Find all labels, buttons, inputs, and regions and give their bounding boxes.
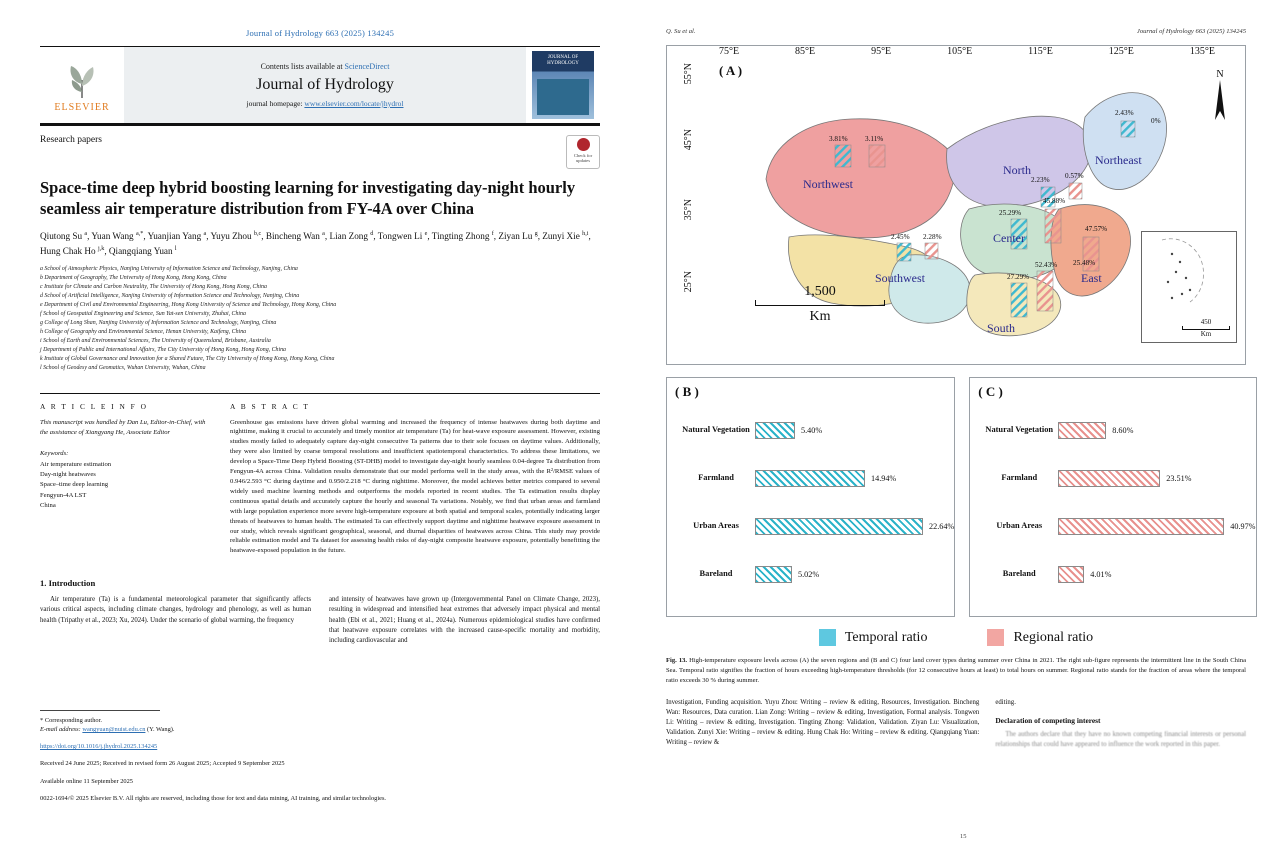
pct-south-temporal: 27.29% — [1007, 273, 1030, 281]
contents-prefix: Contents lists available at — [260, 62, 345, 71]
bar-row — [970, 406, 1255, 454]
affiliation-item: a School of Atmospheric Physics, Nanjing University of Information Science and Technology, Nanjing, China — [40, 265, 298, 272]
figure-caption-text: High-temperature exposure levels across (A) the seven regions and (B and C) four land cover types during summer over China in 2021. The right sub-figure represents the intermittent line in the South China Sea. Temporal ratio signifies the fraction of hours exceeding high-temperature thresholds (for 12 consecutive hours at least) to total hours on summer. Regional ratio stands for the fraction of areas where the temporal ratio exceeds 30 % during summer. — [666, 657, 1246, 684]
figure-caption — [666, 656, 1246, 686]
figure-legend — [666, 629, 1246, 646]
pct-southwest-temporal: 2.45% — [891, 233, 910, 241]
running-head-journal: Journal of Hydrology 663 (2025) 134245 — [1136, 28, 1246, 35]
bar-row — [667, 454, 954, 502]
region-label-southwest: Southwest — [875, 271, 926, 285]
lon-tick: 75°E — [719, 46, 740, 57]
region-label-south: South — [987, 321, 1016, 335]
affiliation-item: g College of Long Shan, Nanjing University of Information Science and Technology, Nanjing, China — [40, 319, 277, 326]
affiliation-item: f School of Geospatial Engineering and Science, Sun Yat-sen University, Zhuhai, China — [40, 310, 246, 317]
affiliation-item: k Institute of Global Governance and Innovation for a Shared Future, The City University of Hong Kong, Hong Kong, China — [40, 355, 335, 362]
affiliation-item: h College of Geography and Environmental Science, Henan University, Kaifeng, China — [40, 328, 247, 335]
pct-northwest-temporal: 3.81% — [829, 135, 848, 143]
affiliation-item: j Department of Public and International Affairs, The City University of Hong Kong, Hong Kong, China — [40, 346, 286, 353]
footer-divider — [40, 710, 160, 711]
inset-map-graphic — [1142, 232, 1236, 312]
panel-c-tag: ( C ) — [978, 384, 1003, 399]
lat-tick: 45°N — [683, 129, 694, 151]
affiliation-item: l School of Geodesy and Geomatics, Wuhan University, Wuhan, China — [40, 364, 206, 371]
lon-tick: 105°E — [947, 46, 973, 57]
page-title: Space-time deep hybrid boosting learning for investigating day-night hourly seamless air temperature distribution from FY-4A over China — [40, 178, 576, 219]
affiliation-item: c Institute for Climate and Carbon Neutrality, The University of Hong Kong, Hong Kong, China — [40, 283, 267, 290]
figure-panel-a — [666, 45, 1246, 365]
email-label: E-mail address: — [40, 726, 81, 734]
email-owner: (Y. Wang). — [147, 726, 175, 734]
sciencedirect-link[interactable]: ScienceDirect — [344, 62, 390, 71]
bar-row — [667, 550, 954, 598]
bar-value: 5.02% — [798, 569, 820, 579]
bar-label: Natural Vegetation — [985, 424, 1054, 434]
crossmark-label: Check for updates — [573, 153, 593, 164]
bar-row — [970, 454, 1255, 502]
keyword-item: Fengyun-4A LST — [40, 491, 87, 499]
copyright-line: 0022-1694/© 2025 Elsevier B.V. All rights are reserved, including those for text and data mining, AI training, and similar technologies. — [40, 794, 387, 802]
introduction-heading: 1. Introduction — [40, 578, 96, 589]
lon-tick: 95°E — [871, 46, 892, 57]
region-label-north: North — [1003, 163, 1031, 177]
panels-b-c-row — [666, 377, 1256, 617]
affiliations-list — [40, 265, 600, 373]
bar-label: Farmland — [698, 472, 734, 482]
abstract-heading: A B S T R A C T — [230, 401, 310, 411]
contents-line — [261, 62, 390, 71]
crossmark-icon — [577, 138, 590, 151]
lat-tick: 25°N — [683, 271, 694, 293]
available-online: Available online 11 September 2025 — [40, 777, 133, 785]
keywords-heading: Keywords: — [40, 450, 69, 457]
figure-panel-c — [969, 377, 1256, 617]
section-label: Research papers — [40, 135, 102, 145]
panel-b-tag: ( B ) — [675, 384, 699, 399]
email-link[interactable]: wangyuan@nuist.edu.cn — [82, 726, 146, 734]
pct-north-regional: 0.57% — [1065, 172, 1084, 180]
cover-photo — [537, 79, 589, 115]
bar-label: Urban Areas — [693, 520, 739, 530]
bar-farmland — [755, 470, 865, 487]
keyword-item: China — [40, 501, 56, 509]
bar-value: 14.94% — [871, 473, 897, 483]
scalebar-line — [755, 300, 885, 306]
cover-image — [532, 51, 594, 119]
lon-tick: 85°E — [795, 46, 816, 57]
declaration-heading: Declaration of competing interest — [995, 715, 1101, 725]
bar-row — [667, 406, 954, 454]
bar-label: Bareland — [1002, 568, 1036, 578]
credit-col-1: Investigation, Funding acquisition. Yuyu Zhou: Writing – review & editing, Resources, Investigation. Bincheng Wan: Resources, Data curation. Lian Zong: Writing – review & editing, Investigation, Formal analysis. Tongwen Li: Writing – review & editing, Investigation. Tingting Zhong: Validation, Validation. Ziyan Lu: Visualization, Validation. Zunyi Xie: Writing – review & editing. Hung Chak Ho: Writing – review & editing. Qiangqiang Yuan: Writing – review & — [666, 698, 980, 747]
inset-scale-value: 450 — [1200, 318, 1212, 326]
journal-cover-thumb — [526, 47, 600, 123]
inset-scalebar — [1182, 318, 1230, 338]
legend-item-regional — [987, 629, 1093, 646]
bar-value: 8.60% — [1112, 425, 1134, 435]
publisher-logo — [40, 47, 124, 123]
pct-southwest-regional: 2.28% — [923, 233, 942, 241]
bar-farmland — [1058, 470, 1160, 487]
lon-tick: 115°E — [1028, 46, 1053, 57]
cover-title: JOURNAL OF HYDROLOGY — [547, 55, 579, 66]
publisher-name: ELSEVIER — [54, 101, 110, 113]
handling-editor-note: This manuscript was handled by Dan Lu, Editor-in-Chief, with the assistance of Xiangyang He, Associate Editor — [40, 418, 206, 436]
longitude-axis — [667, 46, 1245, 57]
region-label-northwest: Northwest — [803, 177, 853, 191]
corresponding-author-note — [40, 716, 600, 726]
bar-row — [970, 550, 1255, 598]
article-info-heading: A R T I C L E I N F O — [40, 401, 148, 411]
pct-south-regional: 52.43% — [1035, 261, 1058, 269]
bar-label: Urban Areas — [996, 520, 1043, 530]
abstract-text: Greenhouse gas emissions have driven global warming and increased the frequency of intense heatwaves during both daytime and nighttime, making it crucial to accurately and timely monitor air temperature (Ta) for heat-wave exposure assessment. However, existing studies mostly failed to adequately capture day-night consecutive Ta patterns due to their sole focuses on daytime values. Additionally, they were also limited by coarse temporal resolutions and insufficient spatiotemporal characteristics. To address these limitations, we develop a Space-Time Deep Hybrid Boosting (ST-DHB) model to investigate day-night hourly seamless 0.04-degree Ta distribution from Fengyun-4A across China. Validation results demonstrate that our model performs well in the study areas, with the R²/RMSE values of 0.946/2.593 °C during daytime and 0.950/2.218 °C during nighttime. Moreover, the model achieves better metrics compared to several widely used machine learning methods and outperforms the models reported in recent studies. The Ta estimation results display continuous spatial details and accurately capture the hourly and seasonal Ta variations. Notably, we find that urban areas and farmland with large population experience more severe high-temperature exposure at both spatial and temporal scales, potentially indicating larger threats of heatwaves to human health. The estimated Ta can effectively support daytime and nighttime heatwave exposure assessment in our study, which reveals significant geographical, seasonal, and diurnal disparities of heatwaves across China. This study may provide reliable estimation model and Ta dataset for assessing health risks of day-night composite heatwave exposure, potentially benefitting the heatwave-exposed population in the future. — [230, 418, 600, 555]
lat-tick: 35°N — [683, 199, 694, 221]
region-label-northeast: Northeast — [1095, 153, 1142, 167]
affiliation-item: b Department of Geography, The University of Hong Kong, Hong Kong, China — [40, 274, 227, 281]
info-abstract-block — [40, 393, 600, 557]
bar-urban-areas — [1058, 518, 1224, 535]
pct-northeast-temporal: 2.43% — [1115, 109, 1134, 117]
pct-center-temporal: 25.29% — [999, 209, 1022, 217]
bar-row — [667, 502, 954, 550]
bar-bareland — [755, 566, 792, 583]
corresponding-label: Corresponding author. — [44, 716, 102, 724]
running-head-authors: Q. Su et al. — [666, 28, 696, 35]
bar-label: Natural Vegetation — [682, 424, 750, 434]
region-label-east: East — [1081, 271, 1102, 285]
legend-swatch-regional-icon — [987, 629, 1004, 646]
pct-east-temporal: 25.48% — [1073, 259, 1096, 267]
doi-line — [40, 742, 600, 752]
intro-col-1: Air temperature (Ta) is a fundamental meteorological parameter that significantly affects various critical aspects, including climate changes, hydrology and phenology, as well as human health (Tripathy et al., 2023; Xu, 2024). Under the scenario of global warming, the frequency — [40, 596, 311, 624]
page-number: 15 — [960, 833, 967, 840]
section-row — [40, 135, 600, 169]
bar-row — [970, 502, 1255, 550]
journal-masthead — [40, 46, 600, 126]
south-china-sea-inset — [1141, 231, 1237, 343]
received-dates: Received 24 June 2025; Received in revised form 26 August 2025; Accepted 9 September 2025 — [40, 760, 285, 768]
doi-link[interactable]: https://doi.org/10.1016/j.jhydrol.2025.134245 — [40, 743, 158, 750]
bar-value: 4.01% — [1090, 569, 1112, 579]
legend-item-temporal — [819, 629, 928, 646]
bar-natural-vegetation — [755, 422, 795, 439]
footer-block — [40, 706, 600, 804]
pct-northwest-regional: 3.11% — [865, 135, 884, 143]
credit-col-2: editing. — [995, 698, 1016, 706]
panel-a-tag: ( A ) — [719, 63, 743, 78]
credit-columns — [666, 698, 1246, 751]
lon-tick: 125°E — [1108, 46, 1134, 57]
crossmark-badge[interactable] — [566, 135, 600, 169]
pct-northeast-regional: 0% — [1151, 117, 1161, 125]
pct-center-regional: 45.88% — [1043, 197, 1066, 205]
affiliation-item: i School of Earth and Environmental Sciences, The University of Queensland, Brisbane, Australia — [40, 337, 271, 344]
legend-label-temporal: Temporal ratio — [844, 629, 928, 645]
masthead-center — [124, 47, 526, 123]
scalebar-value: 1,500 — [804, 284, 836, 299]
keyword-item: Day-night heatwaves — [40, 471, 96, 479]
introduction-columns — [40, 595, 600, 646]
elsevier-tree-icon — [59, 58, 105, 102]
scalebar-unit: Km — [809, 309, 831, 324]
homepage-prefix: journal homepage: — [246, 99, 305, 108]
inset-scale-unit: Km — [1200, 330, 1212, 338]
author-list: Qiutong Su $^a$, Yuan Wang $^{a,*}$, Yuanjian Yang $^a$, Yuyu Zhou $^{b,c}$, Bincheng Wan $^a$, Lian Zong $^d$, Tongwen Li $^e$, Tingting Zhong $^f$, Ziyan Lu $^g$, Zunyi Xie $^{h,i}$, Hung Chak Ho $^{j,k}$, Qiangqiang Yuan $^l$ — [40, 230, 591, 257]
map-canvas — [683, 59, 1245, 351]
bar-value: 40.97% — [1230, 521, 1256, 531]
region-label-center: Center — [993, 231, 1025, 245]
bar-value: 5.40% — [801, 425, 823, 435]
north-label: N — [1216, 69, 1224, 80]
bar-bareland — [1058, 566, 1084, 583]
figure-panel-b — [666, 377, 955, 617]
bar-label: Bareland — [699, 568, 733, 578]
corresponding-star: * — [40, 716, 44, 724]
right-page — [640, 0, 1280, 852]
journal-title: Journal of Hydrology — [256, 76, 394, 93]
keyword-item: Space–time deep learning — [40, 481, 109, 489]
pct-north-temporal: 2.23% — [1031, 176, 1050, 184]
keyword-item: Air temperature estimation — [40, 461, 112, 468]
affiliation-item: e Department of Civil and Environmental Engineering, Hong Kong University of Science and Technology, Hong Kong, China — [40, 301, 337, 308]
declaration-text: The authors declare that they have no known competing financial interests or personal relationships that could have appeared to influence the work reported in this paper. — [995, 730, 1246, 749]
legend-label-regional: Regional ratio — [1013, 629, 1094, 645]
pct-east-regional: 47.57% — [1085, 225, 1108, 233]
intro-col-2: and intensity of heatwaves have grown up (Intergovernmental Panel on Climate Change, 2023), resulting in widespread and intensified heat extremes that adversely impact physical and mental health (Ebi et al., 2021; Huang et al., 2024a). Numerous epidemiological studies have confirmed that heatwave exposure correlates with the increased cause-specific mortality and morbidity, including cardiovascular and — [329, 596, 600, 644]
figure-number: Fig. 13. — [666, 657, 688, 664]
bar-urban-areas — [755, 518, 923, 535]
bar-label: Farmland — [1001, 472, 1038, 482]
right-running-head — [666, 28, 1246, 35]
bar-value: 22.64% — [929, 521, 955, 531]
bar-natural-vegetation — [1058, 422, 1106, 439]
running-head: Journal of Hydrology 663 (2025) 134245 — [245, 28, 395, 38]
journal-homepage-line — [247, 99, 404, 108]
abstract-column — [230, 402, 600, 557]
legend-swatch-temporal-icon — [819, 629, 836, 646]
homepage-link[interactable]: www.elsevier.com/locate/jhydrol — [304, 99, 404, 108]
map-scalebar — [755, 284, 885, 325]
bar-value: 23.51% — [1166, 473, 1192, 483]
lat-tick: 55°N — [683, 63, 694, 85]
lon-tick: 135°E — [1189, 46, 1215, 57]
latitude-axis — [669, 59, 709, 351]
email-note — [40, 725, 600, 735]
affiliation-item: d School of Artificial Intelligence, Nanjing University of Information Science and Technology, Nanjing, China — [40, 292, 300, 299]
article-info-column — [40, 402, 210, 557]
